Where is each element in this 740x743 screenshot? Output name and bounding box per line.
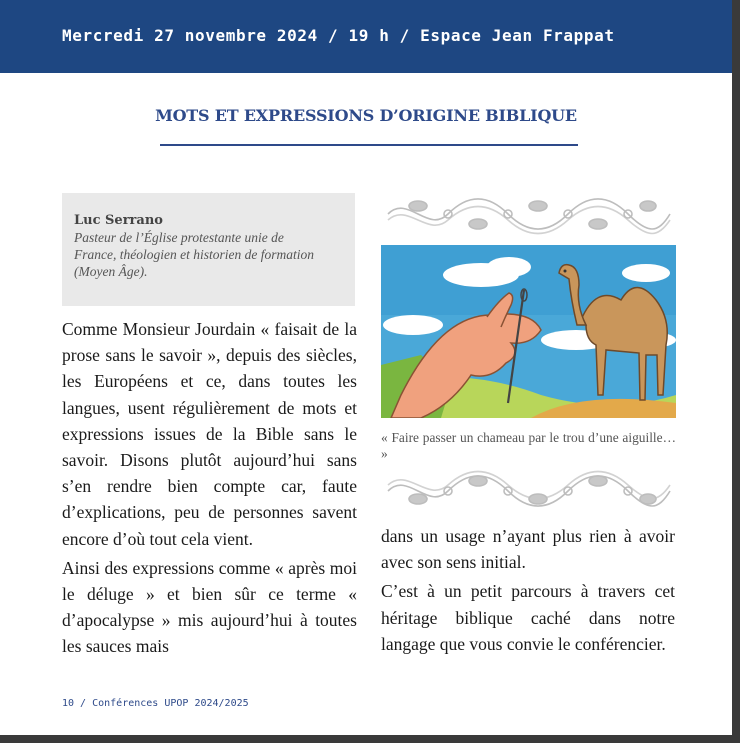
paragraph: dans un usage n’ayant plus rien à avoir avec son sens initial. (381, 526, 675, 573)
illustration-camel-needle (381, 245, 676, 418)
author-box (62, 193, 355, 306)
page-title: MOTS ET EXPRESSIONS D’ORIGINE BIBLIQUE (155, 106, 577, 125)
ornament-bottom (383, 467, 673, 515)
paragraph: Ainsi des expressions comme « après moi le déluge » et bien sûr ce terme « d’apocalypse » mis aujourd’hui à toutes les sauces mais (62, 557, 357, 657)
paragraph: C’est à un petit parcours à travers cet héritage biblique caché dans notre langage que vous convie le conférencier. (381, 581, 675, 654)
ornament-top (383, 190, 673, 238)
title-underline (160, 144, 578, 146)
paragraph: Comme Monsieur Jourdain « faisait de la prose sans le savoir », depuis des siècles, les Européens et ce, dans toutes les langues, usent régulièrement de mots et expressions issues de la Bible sans le savoir. Disons plutôt aujourd’hui sans s’en rendre bien compte car, faute d’explications, peu de personnes savent encore d’où tout cela vient. (62, 319, 357, 549)
page-footer: 10 / Conférences UPOP 2024/2025 (62, 698, 249, 709)
event-line: Mercredi 27 novembre 2024 / 19 h / Espace Jean Frappat (62, 26, 615, 45)
author-role: Pasteur de l’Église protestante unie de France, théologien et historien de formation (Moyen Âge). (74, 230, 314, 279)
author-name: Luc Serrano (74, 213, 163, 228)
body-column-right (381, 523, 675, 657)
illustration-caption: « Faire passer un chameau par le trou d’une aiguille… » (381, 430, 676, 461)
header-banner (0, 0, 732, 73)
body-column-left (62, 316, 357, 660)
